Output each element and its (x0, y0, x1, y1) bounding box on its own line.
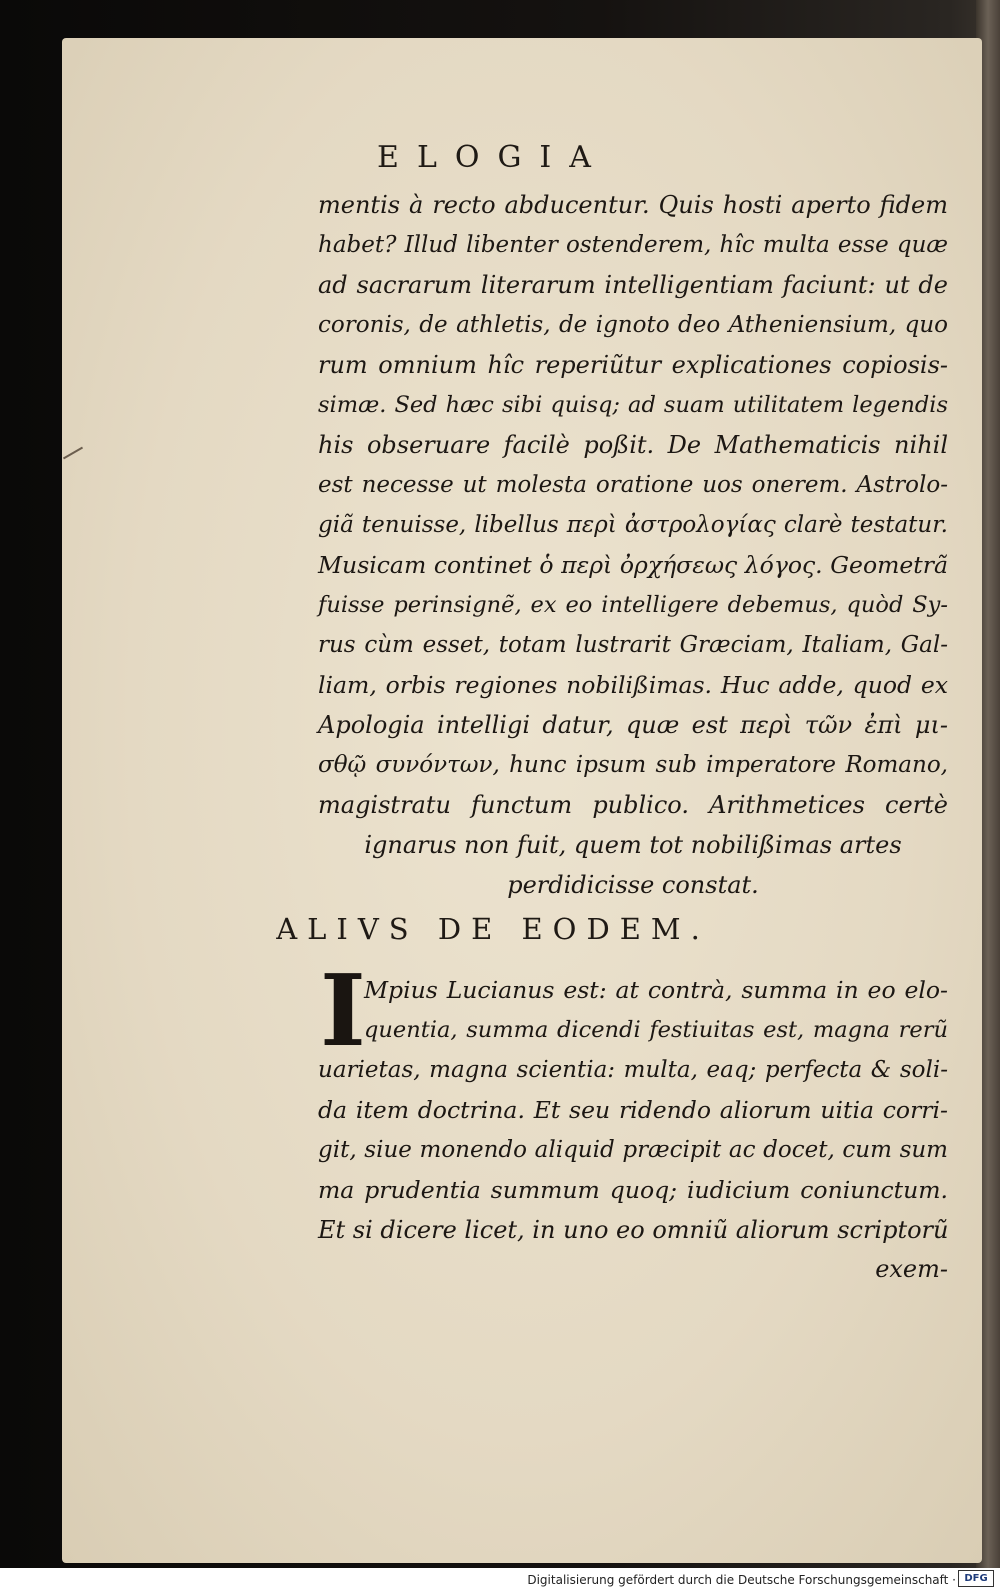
catchword: exem- (875, 1255, 948, 1283)
paragraph-2 (318, 954, 949, 1250)
text-line: rus cùm esset, totam lustrarit Græciam, Italiam, Gal- (318, 632, 948, 658)
text-line: Mpius Lucianus est: at contrà, summa in eo elo- (364, 976, 948, 1004)
text-line: da item doctrina. Et seu ridendo aliorum uitia corri- (318, 1096, 948, 1124)
text-line: est necesse ut molesta oratione uos onerem. Astrolo- (318, 472, 948, 498)
text-line: Apologia intelligi datur, quæ est περὶ τῶν ἐπὶ μι- (318, 711, 948, 739)
text-line: liam, orbis regiones nobilißimas. Huc adde, quod ex (318, 671, 948, 699)
text-line: magistratu functum publico. Arithmetices certè (318, 791, 948, 819)
drop-cap: I (320, 954, 366, 1069)
text-line: mentis à recto abducentur. Quis hosti aperto fidem (318, 191, 948, 219)
text-line: σθῷ συνόντων, hunc ipsum sub imperatore Romano, (318, 752, 948, 778)
text-line: giã tenuisse, libellus περὶ ἀστρολογίας clarè testatur. (318, 512, 948, 538)
text-line: ad sacrarum literarum intelligentiam faciunt: ut de (318, 271, 948, 299)
text-line: rum omnium hîc reperiũtur explicationes copiosis- (318, 351, 948, 379)
running-head: ELOGIA (377, 140, 609, 175)
text-line: ignarus non fuit, quem tot nobilißimas artes (364, 831, 902, 859)
section-heading: ALIVS DE EODEM. (276, 912, 710, 946)
text-line: simæ. Sed hæc sibi quisq; ad suam utilitatem legendis (318, 392, 948, 418)
text-line: ma prudentia summum quoq; iudicium coniunctum. (318, 1176, 948, 1204)
text-line: habet? Illud libenter ostenderem, hîc multa esse quæ (318, 232, 948, 258)
text-line: quentia, summa dicendi festiuitas est, magna rerũ (364, 1017, 948, 1043)
paragraph-1 (318, 185, 948, 905)
text-line: coronis, de athletis, de ignoto deo Atheniensium, quo (318, 312, 948, 338)
text-line: perdidicisse constat. (507, 871, 759, 899)
text-line: Et si dicere licet, in uno eo omniũ aliorum scriptorũ (318, 1216, 949, 1244)
text-line: git, siue monendo aliquid præcipit ac docet, cum sum (318, 1137, 948, 1163)
text-line: uarietas, magna scientia: multa, eaq; perfecta & soli- (318, 1057, 948, 1083)
text-line: Musicam continet ὁ περὶ ὀρχήσεως λόγος. Geometrã (318, 551, 948, 579)
footer-bar (0, 1568, 1000, 1590)
footer-credit: Digitalisierung gefördert durch die Deutsche Forschungsgemeinschaft · (527, 1573, 956, 1587)
dfg-logo-icon: DFG (958, 1570, 994, 1587)
text-line: his obseruare facilè poßit. De Mathematicis nihil (318, 431, 948, 459)
text-line: fuisse perinsignẽ, ex eo intelligere debemus, quòd Sy- (318, 592, 948, 618)
